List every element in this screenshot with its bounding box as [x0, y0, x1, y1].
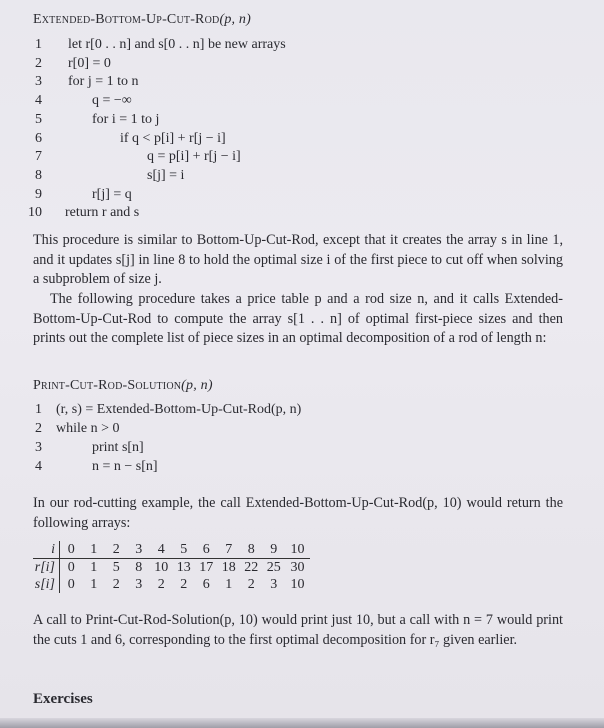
row-header: i	[33, 541, 60, 559]
line-number: 3	[35, 74, 42, 90]
code-text: r[0] = 0	[68, 55, 111, 71]
code-text: s[j] = i	[147, 167, 185, 183]
table-cell: 1	[90, 560, 98, 575]
table-cell: 3	[135, 577, 143, 592]
table-cell: 18	[221, 560, 236, 575]
algo1-line-4	[0, 92, 604, 110]
algo1-line-6	[0, 130, 604, 148]
algo1-params: (p, n)	[219, 12, 251, 27]
line-number: 7	[35, 149, 42, 165]
paragraph-1: This procedure is similar to Bottom-Up-Cut-Rod, except that it creates the array s in line 1, and it updates s[j] in line 8 to hold the optimal size i of the first piece to cut off when solving a subproblem of size j.	[33, 232, 563, 288]
code-text: if q < p[i] + r[j − i]	[120, 130, 226, 146]
table-cell: 8	[135, 560, 143, 575]
algo2-line-2	[0, 420, 604, 438]
table-cell: 1	[83, 541, 106, 559]
line-number: 5	[35, 111, 42, 127]
table-cell: 22	[244, 560, 259, 575]
table-cell: 30	[290, 560, 305, 575]
code-text: q = p[i] + r[j − i]	[147, 149, 241, 165]
line-number: 8	[35, 167, 42, 183]
line-number: 2	[35, 421, 42, 436]
line-number: 3	[35, 440, 42, 455]
paragraph-3: In our rod-cutting example, the call Extended-Bottom-Up-Cut-Rod(p, 10) would return the following arrays:	[33, 495, 563, 531]
algo2-line-1	[0, 401, 604, 419]
line-number: 6	[35, 130, 42, 146]
algo1-line-5	[0, 111, 604, 129]
algo2-line-3	[0, 439, 604, 457]
table-row-i	[33, 541, 310, 559]
table-cell: 6	[195, 541, 218, 559]
line-number: 10	[28, 205, 42, 221]
arrays-table	[33, 541, 310, 593]
table-cell: 9	[263, 541, 286, 559]
table-cell: 17	[199, 560, 214, 575]
line-number: 2	[35, 55, 42, 71]
code-text: print s[n]	[92, 440, 144, 455]
table-row-r	[33, 559, 310, 577]
algo1-line-1	[0, 36, 604, 54]
line-number: 1	[35, 37, 42, 52]
table-cell: 7	[218, 541, 241, 559]
table-cell: 3	[128, 541, 151, 559]
table-row-s	[33, 576, 310, 593]
algo1-title	[33, 12, 251, 28]
algo1-line-9	[0, 186, 604, 204]
line-number: 9	[35, 186, 42, 202]
algo2-params: (p, n)	[181, 378, 213, 393]
line-number: 4	[35, 93, 42, 109]
paragraph-2: The following procedure takes a price table p and a rod size n, and it calls Extended-Bottom-Up-Cut-Rod to compute the array s[1 . . n] of optimal first-piece sizes and then prints out the complete list of piece sizes in an optimal decomposition of a rod of length n:	[33, 291, 563, 347]
table-cell: 6	[202, 577, 210, 592]
algo1-line-7	[0, 148, 604, 166]
table-cell: 1	[90, 577, 98, 592]
code-text: return r and s	[65, 205, 140, 221]
table-cell: 2	[180, 577, 188, 592]
code-text: for i = 1 to j	[92, 111, 160, 127]
algo2-name: Print-Cut-Rod-Solution	[33, 378, 182, 393]
table-cell: 25	[266, 560, 281, 575]
line-number: 4	[35, 459, 42, 474]
code-text: q = −∞	[92, 93, 132, 109]
code-text: while n > 0	[56, 421, 120, 436]
line-number: 1	[35, 402, 42, 417]
row-header: s[i]	[33, 576, 60, 593]
algo2-line-4	[0, 458, 604, 476]
table-cell: 2	[105, 541, 128, 559]
algo1-line-8	[0, 167, 604, 185]
algo1-line-10	[0, 204, 604, 222]
code-text: r[j] = q	[92, 186, 132, 202]
table-cell: 2	[247, 577, 255, 592]
table-cell: 5	[173, 541, 196, 559]
algo1-line-2	[0, 55, 604, 73]
table-cell: 10	[285, 541, 310, 559]
table-cell: 2	[112, 577, 120, 592]
table-cell: 2	[157, 577, 165, 592]
table-cell: 5	[112, 560, 120, 575]
page-bottom-edge	[0, 718, 604, 728]
code-text: let r[0 . . n] and s[0 . . n] be new arrays	[68, 37, 286, 52]
table-cell: 8	[240, 541, 263, 559]
table-cell: 4	[150, 541, 173, 559]
table-cell: 1	[225, 577, 233, 592]
table-cell: 3	[270, 577, 278, 592]
table-cell: 0	[60, 541, 83, 559]
row-header: r[i]	[33, 559, 60, 577]
code-text: for j = 1 to n	[68, 74, 139, 90]
table-cell: 0	[67, 560, 75, 575]
paragraph-4: A call to Print-Cut-Rod-Solution(p, 10) would print just 10, but a call with n = 7 would print the cuts 1 and 6, corresponding to the first optimal decomposition for r₇ given earlier.	[33, 612, 563, 648]
algo2-title	[33, 378, 213, 394]
table-cell: 10	[154, 560, 169, 575]
code-text: n = n − s[n]	[92, 459, 158, 474]
algo1-line-3	[0, 73, 604, 91]
table-cell: 0	[67, 577, 75, 592]
code-text: (r, s) = Extended-Bottom-Up-Cut-Rod(p, n)	[56, 402, 302, 417]
table-cell: 13	[176, 560, 191, 575]
algo1-name: Extended-Bottom-Up-Cut-Rod	[33, 12, 220, 27]
exercises-heading: Exercises	[33, 691, 93, 707]
table-cell: 10	[290, 577, 305, 592]
